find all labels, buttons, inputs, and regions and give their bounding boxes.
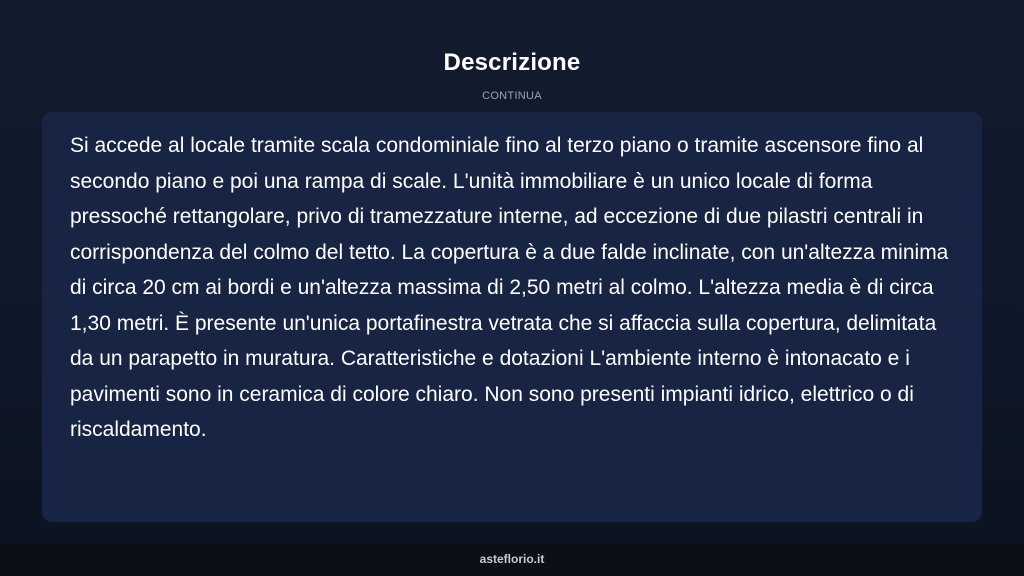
page-subtitle: CONTINUA <box>482 90 542 102</box>
footer <box>0 544 1024 576</box>
description-card <box>42 112 982 522</box>
description-text: Si accede al locale tramite scala condominiale fino al terzo piano o tramite ascensore fino al secondo piano e poi una rampa di scale. L'unità immobiliare è un unico locale di forma pressoché rettangolare, privo di tramezzature interne, ad eccezione di due pilastri centrali in corrispondenza del colmo del tetto. La copertura è a due falde inclinate, con un'altezza minima di circa 20 cm ai bordi e un'altezza massima di 2,50 metri al colmo. L'altezza media è di circa 1,30 metri. È presente un'unica portafinestra vetrata che si affaccia sulla copertura, delimitata da un parapetto in muratura. Caratteristiche e dotazioni L'ambiente interno è intonacato e i pavimenti sono in ceramica di colore chiaro. Non sono presenti impianti idrico, elettrico o di riscaldamento. <box>70 134 949 441</box>
page-title: Descrizione <box>443 49 581 76</box>
footer-site-label: asteflorio.it <box>479 552 545 566</box>
